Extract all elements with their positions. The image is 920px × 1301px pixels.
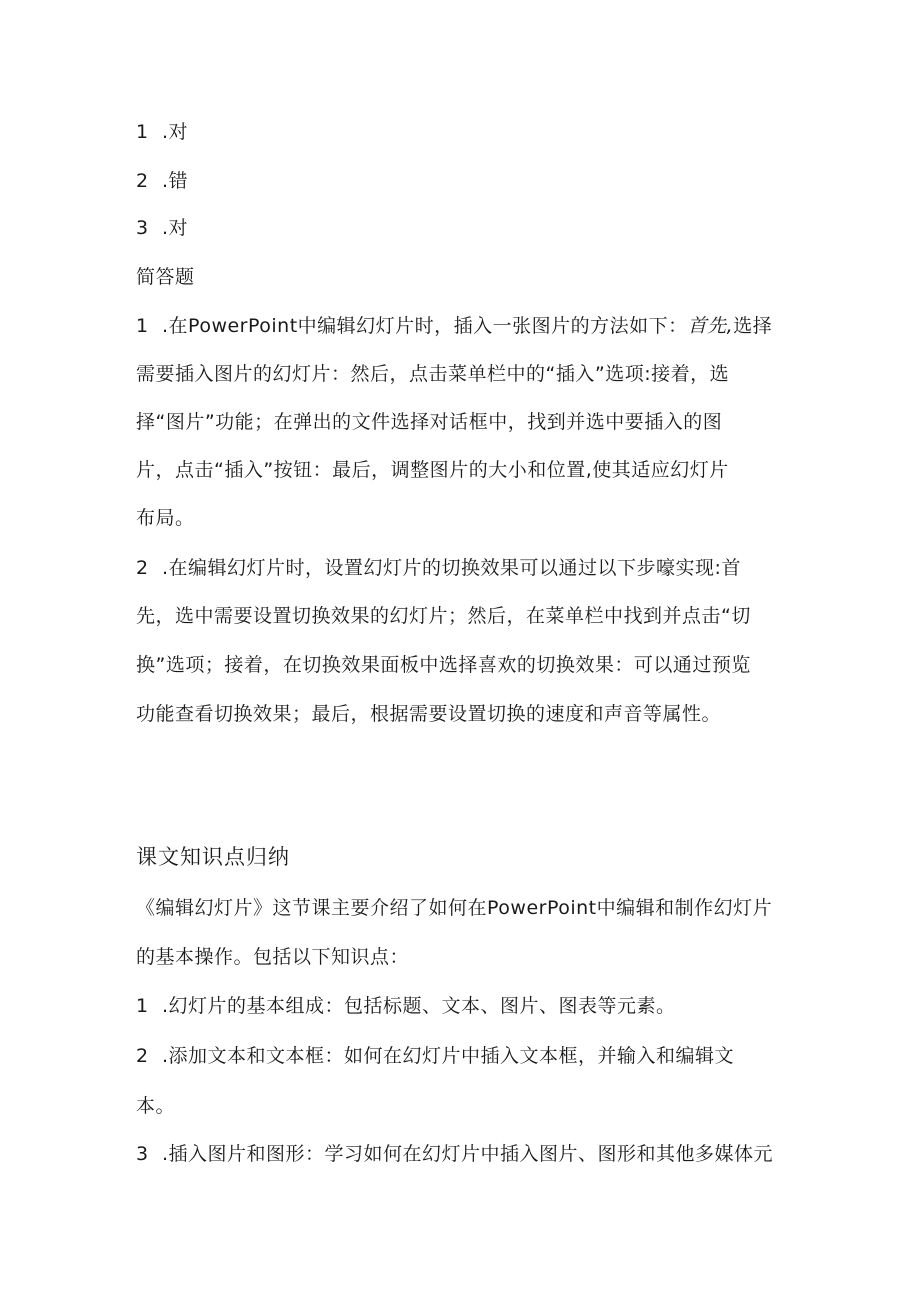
answer-item <box>136 215 188 241</box>
answer-number: 1 <box>136 121 149 143</box>
question-number: 1 <box>136 315 149 337</box>
question-2-line: 先，选中需要设置切换效果的幻灯片；然后，在菜单栏中找到并点击“切 <box>136 605 751 627</box>
answer-number: 2 <box>136 170 149 192</box>
point-text: .幻灯片的基本组成：包括标题、文本、图片、图表等元素。 <box>162 995 676 1017</box>
question-1-line <box>136 313 772 339</box>
summary-intro-line: 《编辑幻灯片》这节课主要介绍了如何在PowerPoint中编辑和制作幻灯片 <box>136 897 773 919</box>
question-text-italic: 首先, <box>687 315 734 337</box>
answer-text: .对 <box>162 121 189 143</box>
question-number: 2 <box>136 557 149 579</box>
question-text: 选择 <box>733 315 773 337</box>
point-number: 3 <box>136 1143 149 1165</box>
answer-text: .对 <box>162 217 189 239</box>
question-text: .在PowerPoint中编辑幻灯片时，插入一张图片的方法如下： <box>162 315 688 337</box>
question-1-line: 需要插入图片的幻灯片：然后，点击菜单栏中的“插入”选项:接着，选 <box>136 363 730 385</box>
question-1-line: 片，点击“插入”按钮：最后，调整图片的大小和位置,使其适应幻灯片 <box>136 459 729 481</box>
question-2-line: 换”选项；接着，在切换效果面板中选择喜欢的切换效果：可以通过预览 <box>136 654 751 676</box>
summary-point <box>136 1043 734 1069</box>
summary-point <box>136 993 676 1019</box>
section-heading-summary: 课文知识点归纳 <box>136 845 290 869</box>
point-text: .添加文本和文本框：如何在幻灯片中插入文本框，并输入和编辑文 <box>162 1045 735 1067</box>
summary-intro-line: 的基本操作。包括以下知识点： <box>136 946 410 968</box>
question-text: .在编辑幻灯片时，设置幻灯片的切换效果可以通过以下步嚎实现:首 <box>162 557 741 579</box>
point-text: .插入图片和图形：学习如何在幻灯片中插入图片、图形和其他多媒体元 <box>162 1143 774 1165</box>
summary-point <box>136 1141 773 1167</box>
answer-number: 3 <box>136 217 149 239</box>
summary-point-continuation: 本。 <box>136 1095 176 1117</box>
question-2-line: 功能查看切换效果；最后，根据需要设置切换的速度和声音等属性。 <box>136 703 722 725</box>
point-number: 1 <box>136 995 149 1017</box>
section-heading-short-answer: 简答题 <box>136 266 195 288</box>
question-1-line: 择“图片”功能；在弹出的文件选择对话框中，找到并选中要插入的图 <box>136 411 723 433</box>
point-number: 2 <box>136 1045 149 1067</box>
question-1-line: 布局。 <box>136 507 195 529</box>
answer-text: .错 <box>162 170 189 192</box>
answer-item <box>136 119 188 145</box>
answer-item <box>136 168 188 194</box>
question-2-line <box>136 555 741 581</box>
